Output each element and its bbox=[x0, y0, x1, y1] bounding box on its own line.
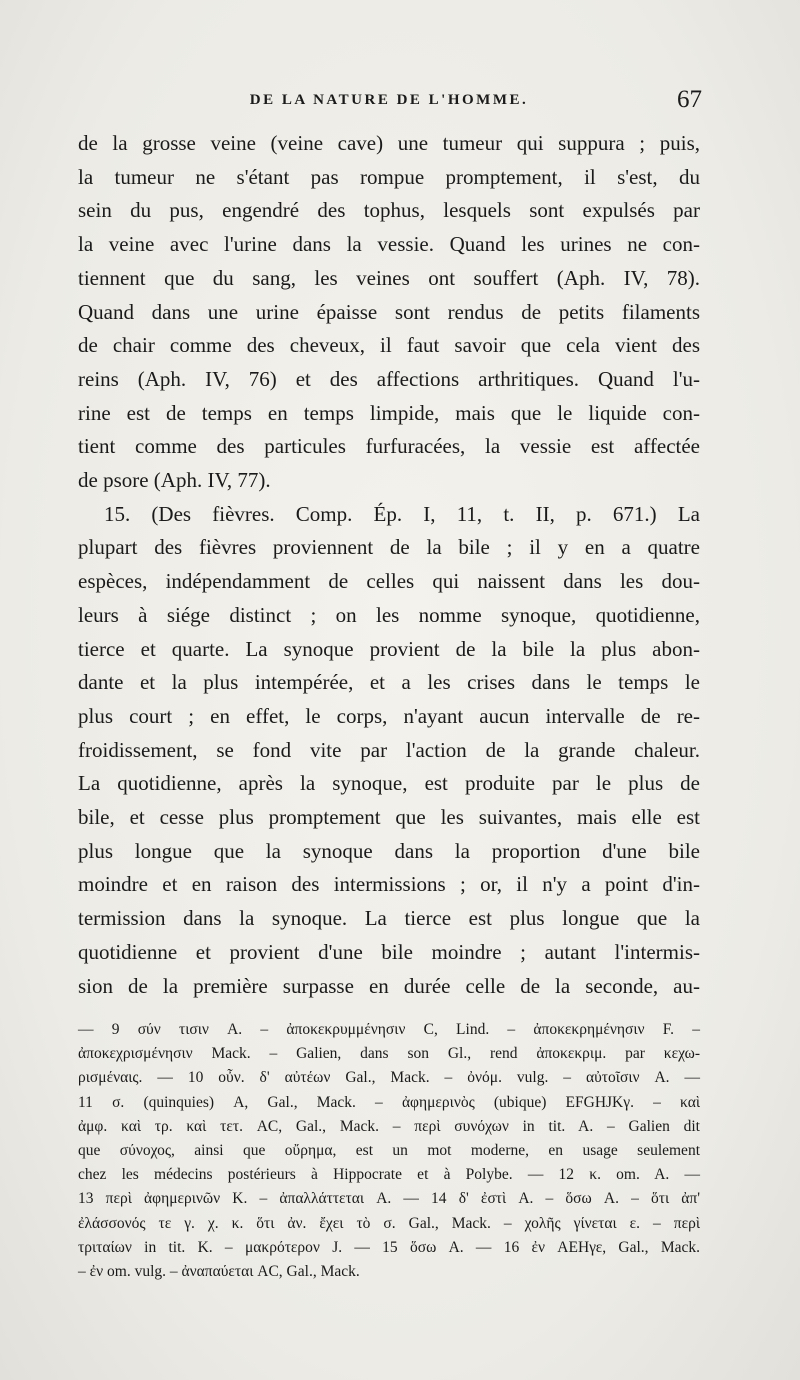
text-line: la veine avec l'urine dans la vessie. Quand les urines ne con- bbox=[78, 232, 700, 257]
footnote-line: ἀμφ. καὶ τρ. καὶ τετ. AC, Gal., Mack. – περὶ συνόχων in tit. A. – Galien dit bbox=[78, 1117, 700, 1135]
footnote-line: que σύνοχος, ainsi que οὔρημα, est un mot moderne, en usage seulement bbox=[78, 1142, 700, 1160]
footnotes bbox=[78, 1018, 700, 1284]
footnote-line: – ἐν om. vulg. – ἀναπαύεται AC, Gal., Mack. bbox=[78, 1263, 360, 1281]
page-number: 67 bbox=[677, 86, 702, 113]
text-line: de la grosse veine (veine cave) une tumeur qui suppura ; puis, bbox=[78, 131, 700, 155]
text-line: sion de la première surpasse en durée celle de la seconde, au- bbox=[78, 973, 700, 998]
text-line: sein du pus, engendré des tophus, lesquels sont expulsés par bbox=[78, 198, 700, 223]
text-line: espèces, indépendamment de celles qui naissent dans les dou- bbox=[78, 569, 700, 594]
text-line: tierce et quarte. La synoque provient de la bile la plus abon- bbox=[78, 636, 700, 661]
main-text bbox=[78, 127, 700, 1003]
text-line: termission dans la synoque. La tierce est plus longue que la bbox=[78, 906, 700, 931]
text-line: tient comme des particules furfuracées, la vessie est affectée bbox=[78, 434, 700, 459]
footnote-line: chez les médecins postérieurs à Hippocrate et à Polybe. — 12 κ. om. A. — bbox=[78, 1166, 700, 1184]
text-line: La quotidienne, après la synoque, est produite par le plus de bbox=[78, 771, 700, 796]
footnote-line: ρισμέναις. — 10 οὖν. δ' αὐτέων Gal., Mack. – ὀνόμ. vulg. – αὐτοῖσιν A. — bbox=[78, 1069, 700, 1087]
text-line: dante et la plus intempérée, et a les crises dans le temps le bbox=[78, 670, 700, 695]
text-line: de chair comme des cheveux, il faut savoir que cela vient des bbox=[78, 333, 700, 358]
text-line: tiennent que du sang, les veines ont souffert (Aph. IV, 78). bbox=[78, 265, 700, 290]
text-line: moindre et en raison des intermissions ; or, il n'y a point d'in- bbox=[78, 872, 700, 897]
text-line: Quand dans une urine épaisse sont rendus de petits filaments bbox=[78, 299, 700, 324]
footnote-line: ἀποκεχρισμένησιν Mack. – Galien, dans son Gl., rend ἀποκεκριμ. par κεχω- bbox=[78, 1045, 700, 1063]
running-title: DE LA NATURE DE L'HOMME. bbox=[249, 92, 529, 108]
footnote-line: — 9 σύν τισιν A. – ἀποκεκρυμμένησιν C, Lind. – ἀποκεκρημένησιν F. – bbox=[78, 1021, 700, 1038]
footnote-line: 11 σ. (quinquies) A, Gal., Mack. – ἀφημερινὸς (ubique) EFGHJKγ. – καὶ bbox=[78, 1093, 700, 1111]
text-line: de psore (Aph. IV, 77). bbox=[78, 468, 271, 493]
text-line: leurs à siége distinct ; on les nomme synoque, quotidienne, bbox=[78, 602, 700, 627]
text-line: quotidienne et provient d'une bile moindre ; autant l'intermis- bbox=[78, 939, 700, 964]
text-line: bile, et cesse plus promptement que les suivantes, mais elle est bbox=[78, 805, 700, 830]
text-line: plupart des fièvres proviennent de la bile ; il y en a quatre bbox=[78, 535, 700, 560]
text-line: reins (Aph. IV, 76) et des affections arthritiques. Quand l'u- bbox=[78, 366, 700, 391]
text-line: 15. (Des fièvres. Comp. Ép. I, 11, t. II, p. 671.) La bbox=[104, 501, 700, 526]
text-line: la tumeur ne s'étant pas rompue promptement, il s'est, du bbox=[78, 164, 700, 189]
footnote-line: 13 περὶ ἀφημερινῶν K. – ἀπαλλάττεται A. — 14 δ' ἐστὶ A. – ὅσω A. – ὅτι ἀπ' bbox=[78, 1190, 700, 1208]
text-line: froidissement, se fond vite par l'action de la grande chaleur. bbox=[78, 737, 700, 762]
text-line: plus longue que la synoque dans la proportion d'une bile bbox=[78, 838, 700, 863]
page-header bbox=[78, 86, 700, 120]
text-line: rine est de temps en temps limpide, mais que le liquide con- bbox=[78, 400, 700, 425]
footnote-line: τριταίων in tit. K. – μακρότερον J. — 15 ὅσω A. — 16 ἐν AEHγε, Gal., Mack. bbox=[78, 1238, 700, 1256]
text-line: plus court ; en effet, le corps, n'ayant aucun intervalle de re- bbox=[78, 703, 700, 728]
footnote-line: ἐλάσσονός τε γ. χ. κ. ὅτι ἀν. ἔχει τὸ σ. Gal., Mack. – χολῆς γίνεται ε. – περὶ bbox=[78, 1214, 700, 1232]
